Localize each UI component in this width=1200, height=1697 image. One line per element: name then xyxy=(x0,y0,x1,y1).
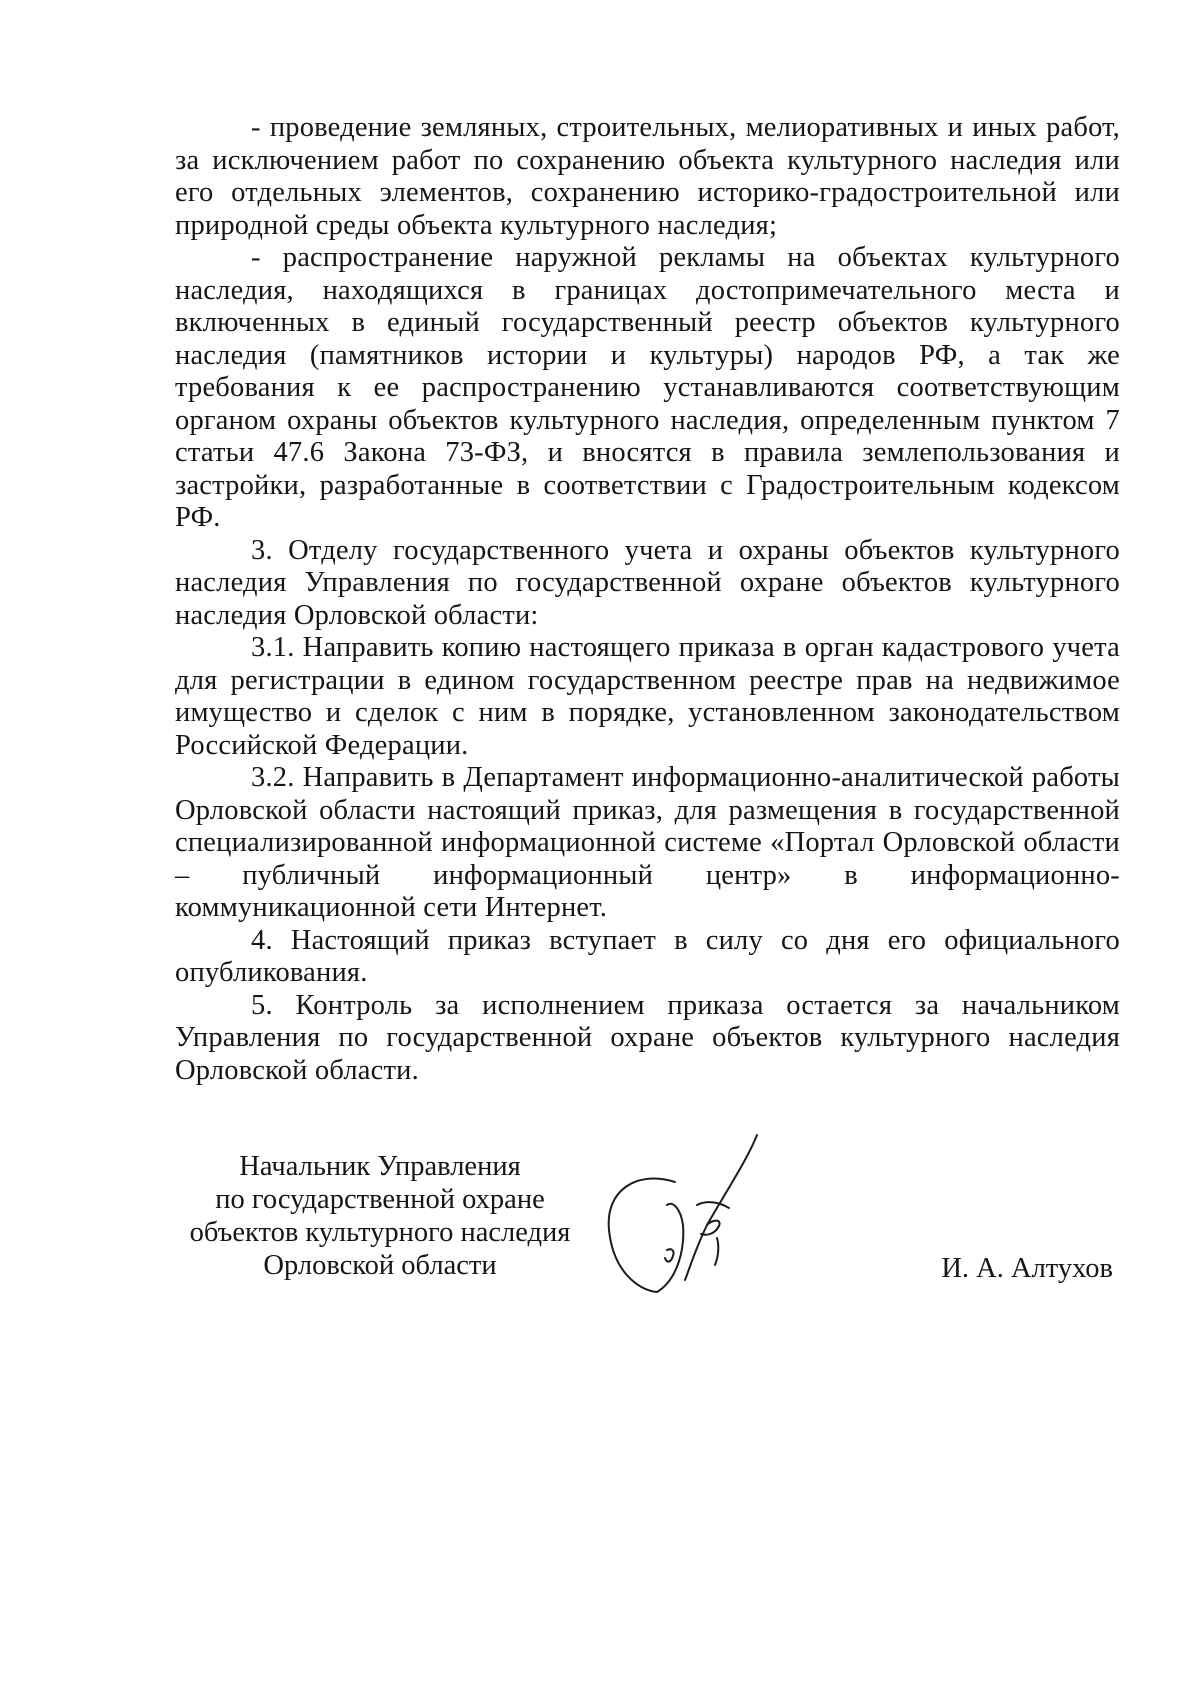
signer-name: И. А. Алтухов xyxy=(941,1253,1113,1284)
paragraph-item-4: 4. Настоящий приказ вступает в силу со дня его официального опубликования. xyxy=(175,924,1120,988)
handwritten-signature xyxy=(597,1130,787,1300)
paragraph-item-5: 5. Контроль за исполнением приказа остается за начальником Управления по государственной охране объектов культурного наследия Орловской области. xyxy=(175,989,1120,1086)
signer-title-line: Орловской области xyxy=(263,1250,497,1281)
document-body xyxy=(175,112,1120,1087)
paragraph-earthworks-restriction: - проведение земляных, строительных, мелиоративных и иных работ, за исключением работ по сохранению объекта культурного наследия или его отдельных элементов, сохранению историко-градостроительной или природной среды объекта культурного наследия; xyxy=(175,112,1120,241)
paragraph-item-3-1: 3.1. Направить копию настоящего приказа в орган кадастрового учета для регистрации в едином государственном реестре прав на недвижимое имущество и сделок с ним в порядке, установленном законодательством Российской Федерации. xyxy=(175,632,1120,761)
signature-block xyxy=(175,1150,1120,1330)
signer-title-line: Начальник Управления xyxy=(239,1151,521,1182)
paragraph-item-3: 3. Отделу государственного учета и охраны объектов культурного наследия Управления по государственной охране объектов культурного наследия Орловской области: xyxy=(175,534,1120,631)
paragraph-advertising-restriction: - распространение наружной рекламы на объектах культурного наследия, находящихся в границах достопримечательного места и включенных в единый государственный реестр объектов культурного наследия (памятников истории и культуры) народов РФ, а так же требования к ее распространению устанавливаются соответствующим органом охраны объектов культурного наследия, определенным пунктом 7 статьи 47.6 Закона 73-ФЗ, и вносятся в правила землепользования и застройки, разработанные в соответствии с Градостроительным кодексом РФ. xyxy=(175,242,1120,533)
signer-title xyxy=(175,1150,585,1282)
signer-title-line: объектов культурного наследия xyxy=(189,1217,571,1248)
paragraph-item-3-2: 3.2. Направить в Департамент информационно-аналитической работы Орловской области настоящий приказ, для размещения в государственной специализированной информационной системе «Портал Орловской области – публичный информационный центр» в информационно-коммуникационной сети Интернет. xyxy=(175,762,1120,923)
signer-title-line: по государственной охране xyxy=(215,1184,545,1215)
